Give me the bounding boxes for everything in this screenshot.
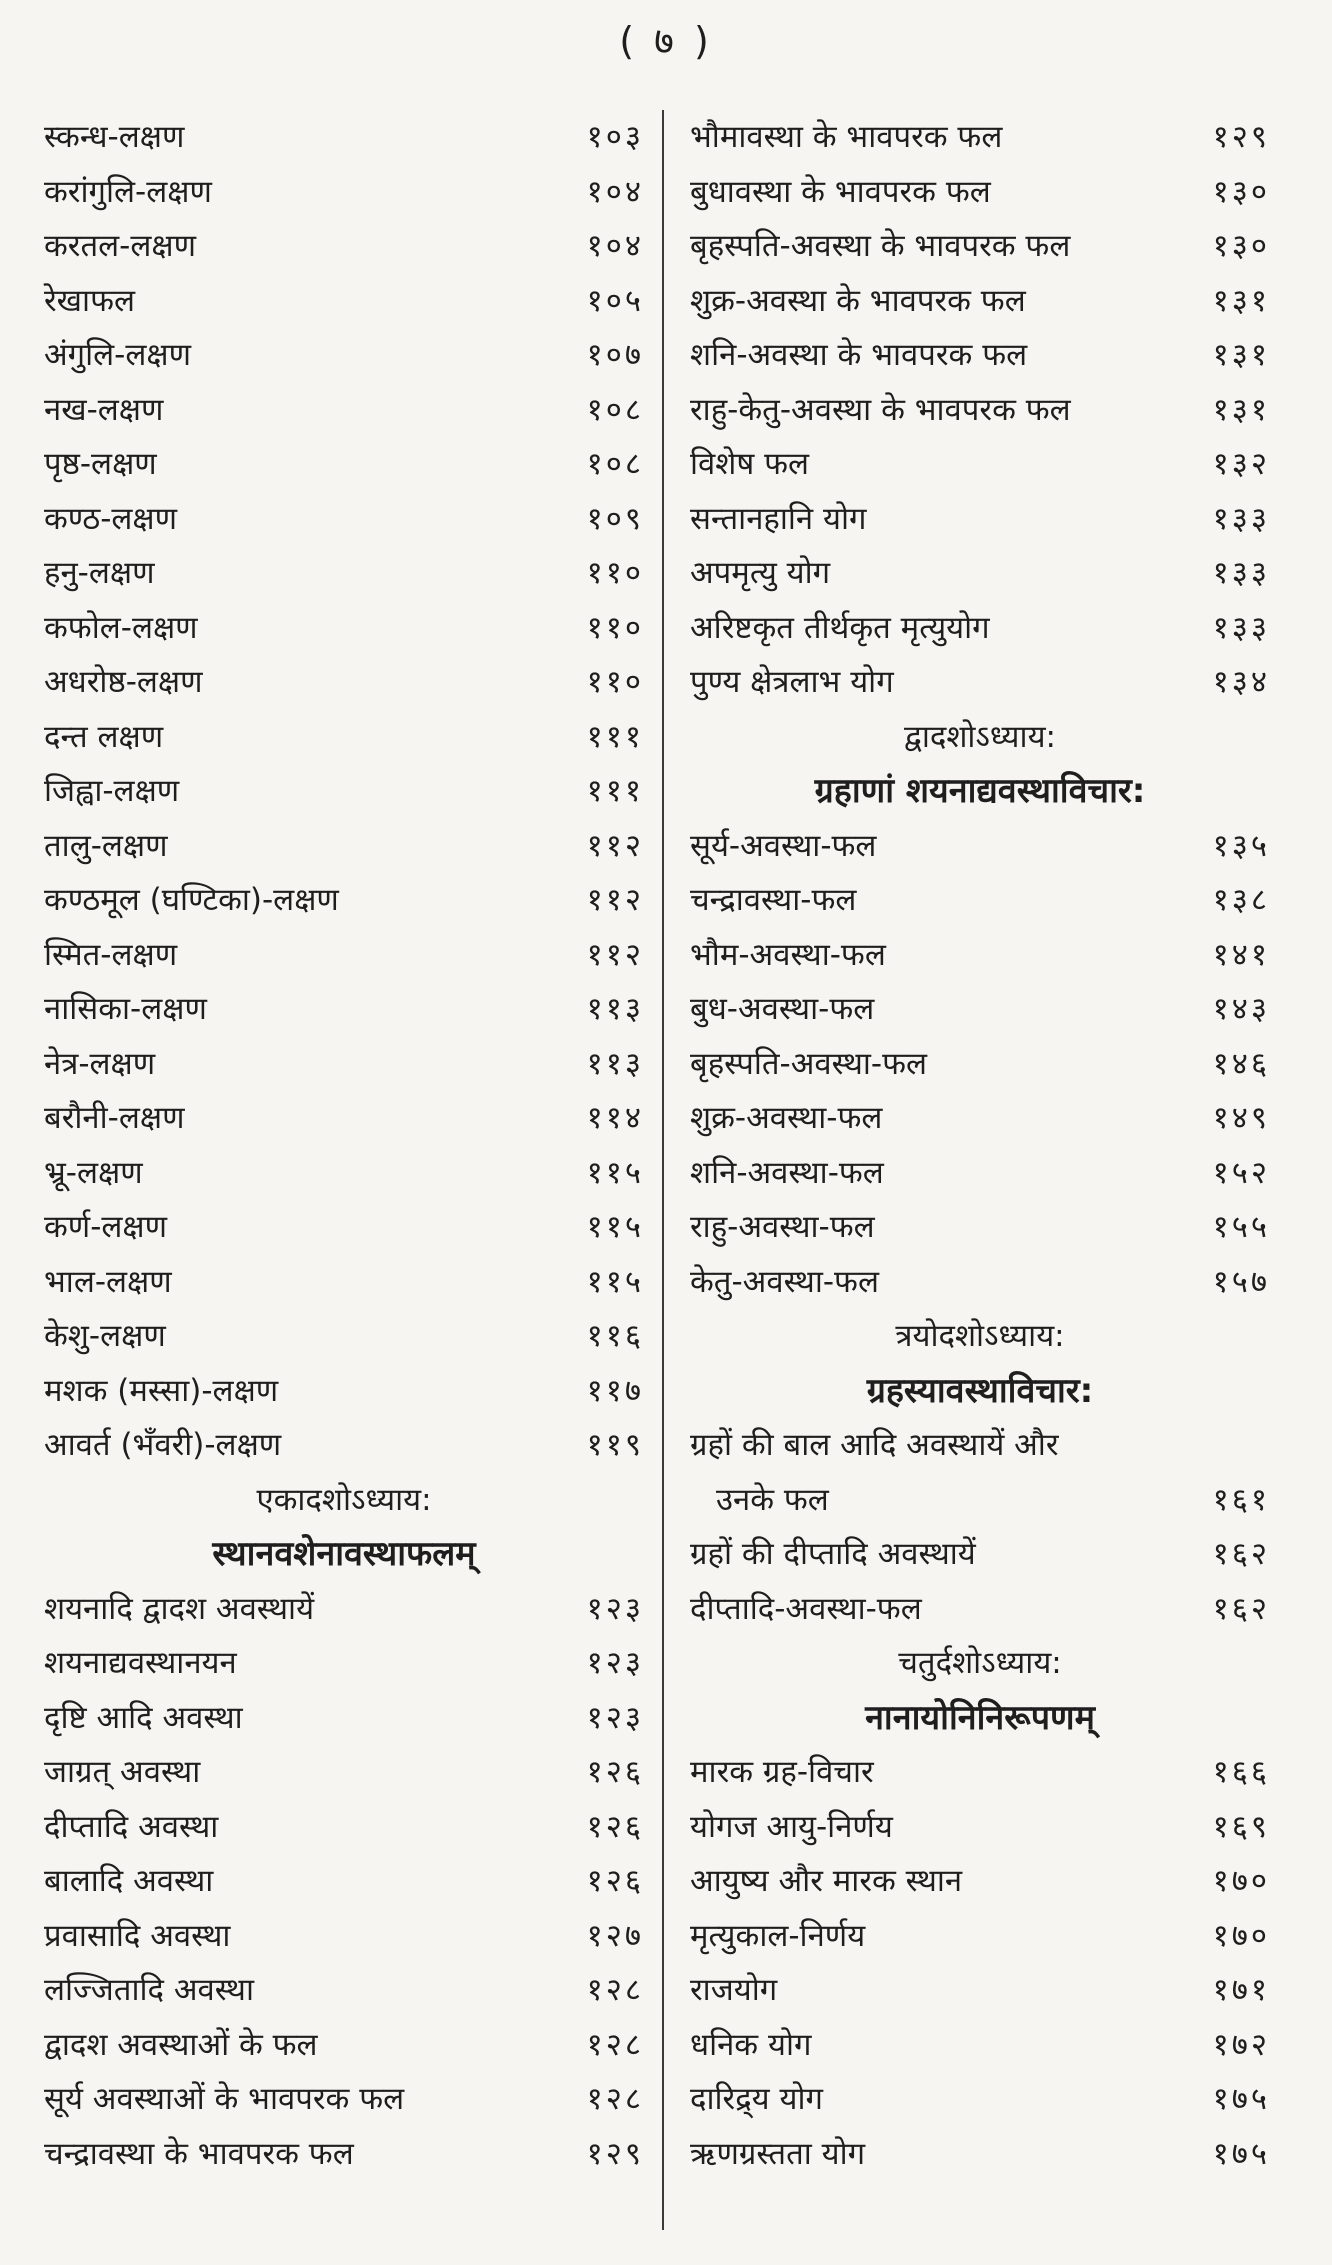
entry-page-number: १३८ [1212,882,1270,918]
entry-title: पुण्य क्षेत्रलाभ योग [690,664,894,700]
entry-title: बृहस्पति-अवस्था के भावपरक फल [690,228,1071,264]
toc-entry [44,2127,644,2182]
entry-page-number: ११२ [586,936,644,973]
entry-page-number: ११९ [586,1427,644,1463]
entry-page-number: ११३ [586,991,644,1027]
entry-page-number: १७० [1212,1917,1270,1954]
entry-page-number: १४१ [1212,936,1270,973]
toc-entry [690,2018,1270,2073]
entry-title: तालु-लक्षण [44,827,168,864]
entry-title: केशु-लक्षण [44,1318,166,1354]
toc-entry [44,383,644,438]
toc-entry [690,2072,1270,2127]
entry-page-number: १३३ [1212,500,1270,537]
section-heading: ग्रहस्यावस्थाविचार: [866,1370,1094,1411]
toc-entry-continued [690,1473,1270,1528]
entry-title: दृष्टि आदि अवस्था [44,1699,243,1736]
entry-page-number: १४३ [1212,991,1270,1027]
toc-entry [690,219,1270,274]
entry-title: बृहस्पति-अवस्था-फल [690,1045,928,1082]
entry-title: शयनाद्यवस्थानयन [44,1645,237,1681]
entry-page-number: १६२ [1212,1536,1270,1572]
toc-entry [690,492,1270,547]
entry-page-number: ११० [586,664,644,700]
entry-title: ऋणग्रस्तता योग [690,2135,866,2172]
entry-title-continued: उनके फल [716,1481,829,1518]
entry-title: ग्रहों की दीप्तादि अवस्थायें [690,1536,976,1572]
entry-page-number: ११३ [586,1045,644,1082]
chapter-heading: द्वादशोऽध्याय: [904,718,1056,755]
entry-title: चन्द्रावस्था-फल [690,882,857,918]
entry-title: करांगुलि-लक्षण [44,173,212,210]
toc-entry [44,1909,644,1964]
entry-title: अरिष्टकृत तीर्थकृत मृत्युयोग [690,609,990,646]
entry-title: मारक ग्रह-विचार [690,1754,874,1790]
entry-title: नासिका-लक्षण [44,991,207,1027]
entry-title: विशेष फल [690,446,810,482]
entry-page-number: १५५ [1212,1209,1270,1245]
entry-title: केतु-अवस्था-फल [690,1263,879,1300]
toc-entry [44,1854,644,1909]
toc-entry [690,274,1270,329]
entry-page-number: १२७ [586,1917,644,1954]
toc-entry [44,710,644,765]
toc-entry [44,165,644,220]
entry-title: स्कन्ध-लक्षण [44,119,185,155]
column-divider [662,110,664,2230]
toc-entry [690,819,1270,874]
toc-entry [44,1800,644,1855]
entry-title: ग्रहों की बाल आदि अवस्थायें और [690,1427,1059,1463]
entry-page-number: १४९ [1212,1100,1270,1136]
entry-page-number: १२३ [586,1645,644,1681]
entry-title: कण्ठमूल (घण्टिका)-लक्षण [44,882,339,918]
entry-page-number: १०४ [586,173,644,210]
entry-page-number: १४६ [1212,1045,1270,1082]
toc-entry [690,1582,1270,1637]
entry-title: भ्रू-लक्षण [44,1154,143,1191]
entry-page-number: १२६ [586,1754,644,1790]
entry-title: सूर्य अवस्थाओं के भावपरक फल [44,2081,405,2117]
toc-entry [44,1418,644,1473]
entry-page-number: १५७ [1212,1263,1270,1300]
toc-entry [44,1636,644,1691]
toc-entry [44,982,644,1037]
toc-entry [44,1091,644,1146]
entry-page-number: १६१ [1212,1481,1270,1518]
entry-page-number: १३१ [1212,391,1270,428]
toc-entry [44,1037,644,1092]
toc-entry [690,1800,1270,1855]
entry-title: आयुष्य और मारक स्थान [690,1863,963,1899]
entry-page-number: १३५ [1212,827,1270,864]
section-heading: नानायोनिनिरूपणम् [865,1697,1095,1738]
toc-entry [690,928,1270,983]
chapter-heading: चतुर्दशोऽध्याय: [898,1645,1062,1681]
entry-page-number: ११२ [586,882,644,918]
entry-page-number: १७१ [1212,1972,1270,2008]
toc-entry [690,1255,1270,1310]
entry-title: अधरोष्ठ-लक्षण [44,664,203,700]
entry-page-number: १२९ [1212,119,1270,155]
entry-page-number: १०३ [586,119,644,155]
toc-entry [690,1200,1270,1255]
toc-entry [44,819,644,874]
toc-entry [44,1309,644,1364]
entry-page-number: १७२ [1212,2026,1270,2063]
entry-page-number: १३२ [1212,446,1270,482]
entry-title: नख-लक्षण [44,391,164,428]
entry-page-number: १०७ [586,337,644,373]
entry-page-number: ११७ [586,1372,644,1409]
entry-title: शनि-अवस्था-फल [690,1154,884,1191]
entry-title: अपमृत्यु योग [690,555,831,591]
toc-right-column [690,110,1270,2181]
toc-entry [44,1200,644,1255]
toc-entry [44,928,644,983]
toc-entry [44,764,644,819]
entry-title: द्वादश अवस्थाओं के फल [44,2026,318,2063]
entry-title: शुक्र-अवस्था-फल [690,1100,883,1136]
entry-page-number: १२३ [586,1590,644,1627]
entry-page-number: ११५ [586,1209,644,1245]
entry-page-number: १२९ [586,2135,644,2172]
entry-title: करतल-लक्षण [44,228,197,264]
entry-title: मृत्युकाल-निर्णय [690,1917,866,1954]
entry-page-number: १२३ [586,1699,644,1736]
toc-entry [44,437,644,492]
entry-title: शुक्र-अवस्था के भावपरक फल [690,282,1026,319]
entry-page-number: ११० [586,555,644,591]
entry-page-number: १३४ [1212,664,1270,700]
page-number: ( ७ ) [619,19,713,63]
entry-page-number: ११० [586,609,644,646]
toc-entry [690,982,1270,1037]
toc-entry [690,1854,1270,1909]
toc-entry [44,110,644,165]
toc-entry [690,1418,1270,1473]
entry-page-number: १६६ [1212,1754,1270,1790]
entry-page-number: १७० [1212,1863,1270,1899]
toc-entry [690,383,1270,438]
entry-page-number: १३० [1212,173,1270,210]
toc-entry [44,328,644,383]
toc-entry [690,601,1270,656]
entry-page-number: १३१ [1212,282,1270,319]
entry-title: शयनादि द्वादश अवस्थायें [44,1590,315,1627]
toc-entry [44,601,644,656]
entry-title: दीप्तादि-अवस्था-फल [690,1590,922,1627]
entry-page-number: ११५ [586,1263,644,1300]
toc-entry [44,655,644,710]
entry-title: हनु-लक्षण [44,555,155,591]
toc-entry [690,1091,1270,1146]
entry-title: लज्जितादि अवस्था [44,1972,255,2008]
entry-page-number: १०५ [586,282,644,319]
entry-title: दारिद्र्य योग [690,2081,823,2117]
entry-page-number: ११६ [586,1318,644,1354]
entry-title: बुध-अवस्था-फल [690,991,875,1027]
chapter-heading: एकादशोऽध्याय: [256,1481,432,1518]
entry-page-number: १२८ [586,2026,644,2063]
entry-page-number: १३३ [1212,609,1270,646]
entry-page-number: १०४ [586,228,644,264]
toc-entry [690,1963,1270,2018]
entry-page-number: १११ [586,773,644,809]
entry-title: कण्ठ-लक्षण [44,500,178,537]
entry-page-number: १०८ [586,446,644,482]
toc-entry [44,1745,644,1800]
section-heading: स्थानवशेनावस्थाफलम् [212,1534,476,1574]
toc-entry [44,546,644,601]
toc-entry [690,1146,1270,1201]
entry-page-number: १०९ [586,500,644,537]
entry-page-number: ११५ [586,1154,644,1191]
toc-entry [690,873,1270,928]
entry-page-number: १६२ [1212,1590,1270,1627]
entry-page-number: १५२ [1212,1154,1270,1191]
toc-entry [690,1037,1270,1092]
entry-title: राहु-केतु-अवस्था के भावपरक फल [690,391,1071,428]
toc-entry [690,546,1270,601]
toc-entry [44,1963,644,2018]
toc-entry [690,2127,1270,2182]
toc-entry [44,1691,644,1746]
toc-left-column [44,110,644,2181]
entry-title: भौमावस्था के भावपरक फल [690,119,1003,155]
entry-title: दीप्तादि अवस्था [44,1808,219,1845]
chapter-heading: त्रयोदशोऽध्याय: [895,1318,1065,1354]
entry-title: कफोल-लक्षण [44,609,198,646]
entry-title: धनिक योग [690,2026,812,2063]
toc-entry [44,1255,644,1310]
entry-title: चन्द्रावस्था के भावपरक फल [44,2135,354,2172]
toc-entry [690,1745,1270,1800]
entry-title: रेखाफल [44,282,135,319]
entry-title: बालादि अवस्था [44,1863,214,1899]
toc-entry [44,274,644,329]
entry-title: बरौनी-लक्षण [44,1100,185,1136]
entry-page-number: ११२ [586,827,644,864]
entry-page-number: १०८ [586,391,644,428]
entry-page-number: १२८ [586,1972,644,2008]
toc-entry [44,219,644,274]
entry-page-number: १२६ [586,1863,644,1899]
toc-entry [690,437,1270,492]
entry-title: मशक (मस्सा)-लक्षण [44,1372,279,1409]
entry-page-number: १७५ [1212,2135,1270,2172]
entry-title: स्मित-लक्षण [44,936,178,973]
entry-title: दन्त लक्षण [44,718,164,755]
toc-entry [44,2018,644,2073]
entry-title: नेत्र-लक्षण [44,1045,156,1082]
toc-entry [690,110,1270,165]
entry-page-number: १३३ [1212,555,1270,591]
entry-page-number: १३१ [1212,337,1270,373]
toc-entry [690,1527,1270,1582]
entry-title: प्रवासादि अवस्था [44,1917,231,1954]
entry-title: राहु-अवस्था-फल [690,1209,875,1245]
entry-page-number: १७५ [1212,2081,1270,2117]
entry-title: भौम-अवस्था-फल [690,936,886,973]
entry-title: योगज आयु-निर्णय [690,1808,893,1845]
toc-entry [44,873,644,928]
entry-page-number: १६९ [1212,1808,1270,1845]
toc-entry [44,1582,644,1637]
toc-entry [44,2072,644,2127]
entry-title: राजयोग [690,1972,778,2008]
entry-title: जिह्वा-लक्षण [44,773,180,809]
entry-title: अंगुलि-लक्षण [44,337,192,373]
entry-page-number: ११४ [586,1100,644,1136]
entry-title: बुधावस्था के भावपरक फल [690,173,991,210]
toc-entry [690,655,1270,710]
entry-page-number: १११ [586,718,644,755]
entry-page-number: १२८ [586,2081,644,2117]
toc-entry [690,1909,1270,1964]
entry-title: शनि-अवस्था के भावपरक फल [690,337,1028,373]
section-heading: ग्रहाणां शयनाद्यवस्थाविचार: [814,771,1146,811]
toc-entry [44,492,644,547]
entry-title: कर्ण-लक्षण [44,1209,168,1245]
entry-title: जाग्रत् अवस्था [44,1754,201,1790]
entry-title: पृष्ठ-लक्षण [44,446,157,482]
toc-entry [690,165,1270,220]
toc-entry [690,328,1270,383]
entry-title: सन्तानहानि योग [690,500,867,537]
entry-title: सूर्य-अवस्था-फल [690,827,877,864]
entry-title: भाल-लक्षण [44,1263,172,1300]
entry-title: आवर्त (भँवरी)-लक्षण [44,1427,282,1463]
toc-entry [44,1146,644,1201]
toc-entry [44,1364,644,1419]
entry-page-number: १२६ [586,1808,644,1845]
entry-page-number: १३० [1212,228,1270,264]
